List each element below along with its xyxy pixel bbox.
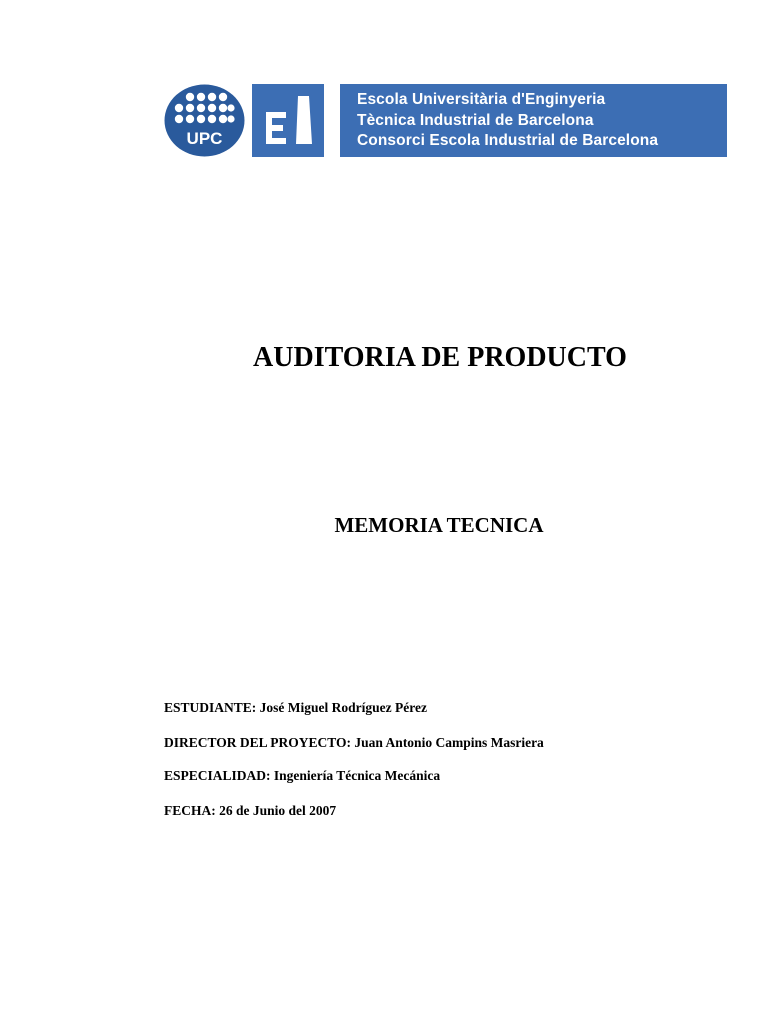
- school-name-line-1: Escola Universitària d'Enginyeria: [357, 91, 606, 108]
- upc-logo-icon: [164, 84, 245, 157]
- upc-logo-text: UPC: [186, 129, 223, 148]
- specialty-line: ESPECIALIDAD: Ingeniería Técnica Mecánica: [164, 768, 441, 783]
- document-subtitle: MEMORIA TECNICA: [334, 513, 544, 537]
- header-logos: [164, 84, 727, 157]
- school-name-banner: [340, 84, 727, 157]
- school-name-line-2: Tècnica Industrial de Barcelona: [357, 111, 594, 129]
- student-line: ESTUDIANTE: José Miguel Rodríguez Pérez: [164, 700, 427, 715]
- director-line: DIRECTOR DEL PROYECTO: Juan Antonio Campins Masriera: [164, 735, 544, 750]
- document-title: AUDITORIA DE PRODUCTO: [253, 342, 627, 373]
- date-line: FECHA: 26 de Junio del 2007: [164, 803, 337, 818]
- school-name-line-3: Consorci Escola Industrial de Barcelona: [357, 132, 659, 149]
